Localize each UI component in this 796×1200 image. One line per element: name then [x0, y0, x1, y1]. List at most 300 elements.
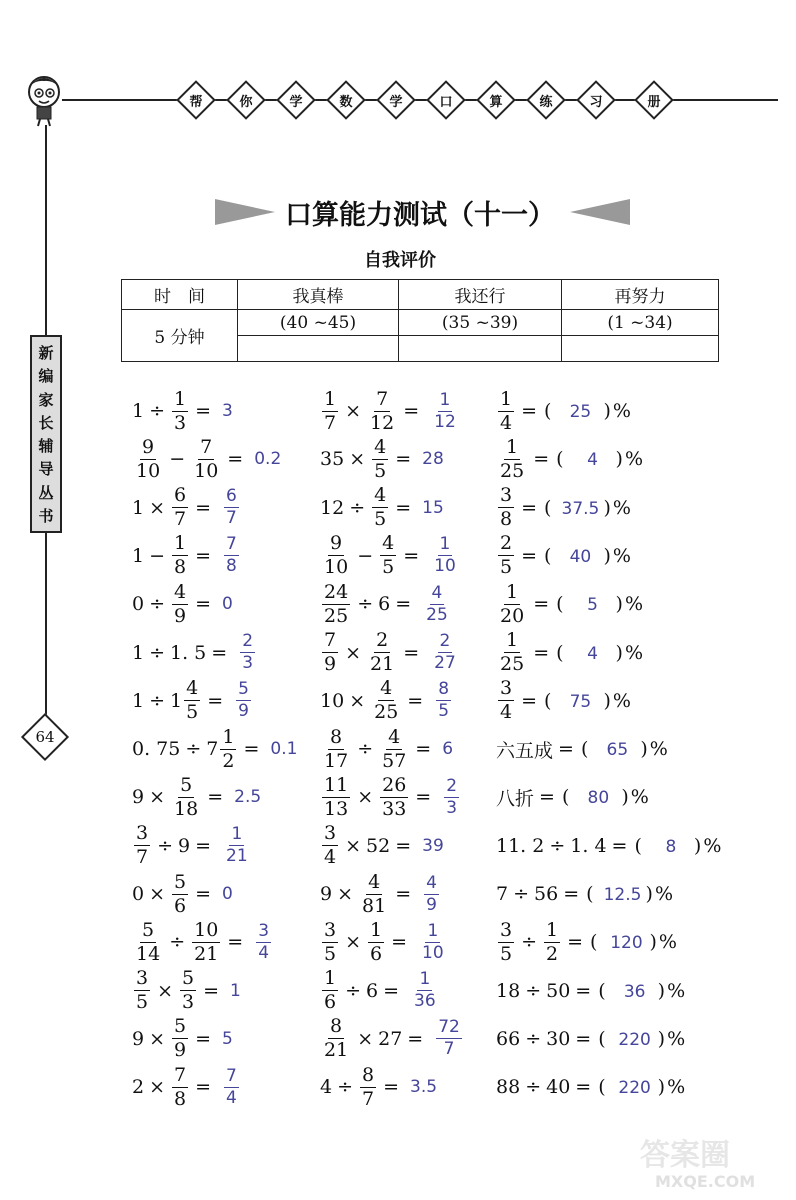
denominator: 9	[238, 701, 249, 722]
denominator: 10	[324, 556, 349, 579]
handwritten-answer: 5	[587, 595, 598, 616]
numerator: 5	[238, 679, 249, 700]
percent-sign: %	[624, 641, 644, 664]
blank-open: (	[634, 834, 642, 857]
operator: =	[391, 931, 408, 954]
series-char: 新	[38, 344, 54, 363]
operand: 1	[132, 689, 145, 712]
operator: ÷	[149, 689, 166, 712]
denominator: 7	[226, 508, 237, 529]
fraction	[498, 534, 514, 577]
handwritten-answer: 25	[569, 402, 592, 422]
handwritten-answer: 28	[422, 449, 444, 470]
exercise-item	[496, 968, 685, 1014]
operator: ×	[345, 931, 362, 954]
operator: ×	[345, 834, 362, 857]
handwritten-answer: 80	[587, 788, 610, 809]
operator: =	[407, 689, 424, 712]
numerator: 1	[506, 580, 519, 603]
answer-blank	[644, 835, 692, 857]
operand: 35	[320, 448, 345, 471]
fraction	[236, 681, 251, 720]
operand: 六五成	[496, 739, 554, 762]
operator: ×	[349, 448, 366, 471]
handwritten-answer: 2.5	[234, 787, 262, 808]
operator: ÷	[513, 883, 530, 905]
exercise-item	[320, 678, 453, 724]
fraction	[172, 580, 188, 627]
numerator: 1	[439, 389, 451, 410]
numerator: 7	[174, 1063, 187, 1086]
fraction	[184, 679, 200, 722]
header-badge-char: 算	[489, 94, 503, 110]
operator: =	[195, 1027, 212, 1050]
operator: ×	[149, 786, 166, 809]
handwritten-answer	[238, 633, 257, 672]
denominator: 4	[500, 701, 513, 724]
header-great: 我真棒	[238, 280, 399, 310]
denominator: 12	[434, 411, 456, 432]
numerator: 8	[438, 679, 450, 700]
numerator: 2	[439, 631, 451, 651]
denominator: 5	[374, 459, 387, 482]
fraction	[498, 387, 514, 434]
page-title: 口算能力测试（十一）	[285, 199, 555, 231]
fraction	[380, 773, 408, 820]
fraction	[498, 631, 526, 674]
header-badge	[376, 80, 416, 120]
numerator: 10	[194, 918, 219, 941]
exercise-item	[496, 533, 631, 579]
numerator: 9	[330, 532, 343, 555]
exercise-item	[320, 823, 444, 869]
time-value: 5 分钟	[122, 310, 238, 362]
operator: ÷	[185, 738, 202, 761]
operator: =	[195, 1076, 212, 1099]
score-try-harder	[562, 336, 719, 362]
numerator: 2	[376, 629, 389, 651]
operator: −	[149, 544, 166, 567]
numerator: 4	[388, 725, 401, 748]
fraction	[172, 387, 188, 434]
operator: ×	[357, 1027, 374, 1050]
operator: =	[521, 400, 538, 422]
fraction	[372, 486, 388, 529]
blank-close: )	[615, 448, 623, 471]
handwritten-answer	[430, 536, 460, 575]
operator: =	[521, 544, 538, 567]
percent-sign: %	[612, 400, 631, 422]
denominator: 12	[370, 411, 395, 434]
operand: 1. 4	[570, 834, 607, 857]
fraction	[134, 918, 162, 965]
operand: 56	[534, 883, 559, 905]
blank-open: (	[544, 400, 552, 422]
numerator: 4	[374, 435, 387, 458]
operator: =	[195, 883, 212, 905]
watermark: 答案圈	[640, 1138, 730, 1173]
operator: −	[169, 448, 186, 471]
operator: =	[243, 738, 260, 761]
denominator: 7	[136, 846, 149, 869]
operand: 9	[132, 786, 145, 809]
denominator: 36	[414, 991, 436, 1012]
fraction	[134, 824, 150, 867]
fraction	[424, 582, 450, 625]
fraction	[420, 920, 446, 963]
blank-close: )	[657, 1027, 666, 1050]
operator: ÷	[357, 593, 374, 616]
handwritten-answer: 12.5	[603, 885, 642, 905]
header-badge-char: 习	[589, 94, 603, 110]
numerator: 1	[324, 387, 337, 410]
exercise-item	[496, 823, 721, 869]
answer-blank	[571, 786, 619, 808]
fraction	[436, 681, 451, 720]
operator: =	[611, 834, 628, 857]
fraction	[224, 1065, 239, 1108]
fraction	[172, 1017, 188, 1060]
exercise-item	[132, 485, 241, 531]
answer-blank	[590, 738, 638, 760]
answer-blank	[608, 1028, 656, 1050]
denominator: 8	[226, 556, 237, 577]
evaluation-table	[121, 279, 719, 362]
denominator: 25	[500, 459, 525, 482]
operator: ÷	[169, 931, 186, 954]
operator: ×	[149, 1027, 166, 1050]
operator: ÷	[525, 979, 542, 1002]
percent-sign: %	[624, 448, 644, 471]
exercise-item	[132, 919, 273, 965]
percent-sign: %	[612, 496, 631, 519]
answer-blank	[553, 497, 601, 519]
denominator: 7	[443, 1039, 455, 1060]
exercise-item	[320, 436, 444, 482]
blank-open: (	[598, 979, 606, 1002]
handwritten-answer: 0.1	[270, 739, 298, 760]
blank-close: )	[657, 1076, 666, 1099]
handwritten-answer	[222, 536, 241, 575]
operator: ÷	[345, 979, 362, 1002]
blank-close: )	[615, 641, 623, 664]
numerator: 4	[374, 484, 387, 507]
operator: =	[395, 593, 412, 616]
handwritten-answer: 4	[587, 643, 598, 664]
percent-sign: %	[612, 689, 631, 712]
handwritten-answer: 39	[422, 835, 444, 856]
numerator: 1	[546, 918, 559, 941]
blank-close: )	[649, 931, 657, 954]
operator: ×	[157, 979, 174, 1002]
fraction	[432, 536, 458, 575]
numerator: 3	[136, 822, 149, 845]
denominator: 21	[324, 1039, 349, 1062]
fraction	[380, 725, 408, 772]
fraction	[322, 580, 350, 627]
operand: 6	[366, 979, 379, 1002]
handwritten-answer	[434, 1019, 464, 1058]
exercise-item	[320, 533, 460, 579]
blank-open: (	[556, 448, 564, 471]
handwritten-answer	[422, 872, 441, 915]
series-char: 丛	[38, 483, 54, 502]
handwritten-answer: 3.5	[410, 1077, 438, 1098]
operator: =	[415, 786, 432, 809]
header-badge	[576, 80, 616, 120]
numerator: 1	[427, 920, 439, 941]
exercise-item	[320, 485, 444, 531]
operator: =	[521, 689, 538, 712]
operator: ÷	[525, 1027, 542, 1050]
denominator: 25	[500, 653, 525, 675]
operand: 10	[320, 689, 345, 712]
denominator: 10	[422, 942, 444, 963]
fraction	[322, 1017, 350, 1060]
operator: =	[558, 738, 574, 761]
fraction	[240, 633, 255, 672]
operand: 1	[170, 689, 183, 712]
operator: ×	[345, 641, 362, 664]
denominator: 8	[500, 508, 513, 531]
numerator: 3	[500, 918, 513, 941]
operator: =	[403, 400, 420, 422]
fraction	[224, 826, 250, 865]
operand: 1. 5	[170, 641, 207, 664]
blank-close: )	[615, 593, 623, 616]
numerator: 4	[426, 872, 437, 893]
blank-open: (	[556, 593, 564, 616]
exercise-item	[496, 630, 643, 676]
fraction	[224, 488, 239, 527]
series-char: 编	[38, 367, 54, 386]
answer-blank	[566, 593, 614, 615]
denominator: 18	[174, 797, 199, 820]
denominator: 5	[500, 556, 513, 579]
numerator: 72	[438, 1017, 460, 1038]
numerator: 2	[242, 631, 254, 651]
operator: =	[395, 883, 412, 905]
operand: 1	[132, 496, 145, 519]
blank-close: )	[693, 834, 702, 857]
fraction	[322, 725, 350, 772]
range-ok: (35 ~39)	[399, 310, 562, 336]
denominator: 2	[546, 942, 559, 965]
numerator: 7	[376, 387, 389, 410]
denominator: 9	[174, 1039, 187, 1062]
numerator: 5	[174, 1015, 187, 1038]
denominator: 2	[222, 749, 235, 772]
percent-sign: %	[649, 738, 668, 761]
operand: 9	[132, 1027, 145, 1050]
fraction	[322, 969, 338, 1012]
operand: 27	[378, 1027, 403, 1050]
fraction	[192, 435, 220, 482]
watermark-url: MXQE.COM	[655, 1172, 756, 1191]
exercise-item	[132, 823, 252, 869]
answer-blank	[608, 980, 656, 1002]
exercise-item	[132, 436, 281, 482]
blank-open: (	[544, 689, 552, 712]
handwritten-answer	[234, 681, 253, 720]
exercise-item	[320, 871, 441, 917]
header-badge-char: 练	[539, 94, 553, 110]
answer-blank	[566, 448, 614, 470]
exercise-item	[496, 871, 673, 917]
operator: ×	[349, 689, 366, 712]
operand: 4	[320, 1076, 333, 1099]
exercise-item	[496, 485, 631, 531]
operand: 12	[320, 496, 345, 519]
operator: =	[207, 786, 224, 809]
fraction	[172, 870, 188, 917]
blank-open: (	[544, 496, 552, 519]
denominator: 9	[324, 653, 337, 675]
fraction	[134, 969, 150, 1012]
numerator: 24	[324, 580, 349, 603]
fraction	[322, 631, 338, 674]
handwritten-answer	[430, 633, 460, 672]
operator: =	[403, 544, 420, 567]
operator: =	[195, 544, 212, 567]
blank-close: )	[603, 544, 611, 567]
fraction	[498, 435, 526, 482]
exercise-item	[320, 968, 440, 1014]
answer-blank	[596, 883, 644, 905]
denominator: 7	[324, 411, 337, 434]
operator: =	[407, 1027, 424, 1050]
header-badge-char: 帮	[189, 94, 203, 110]
exercise-item	[496, 919, 677, 965]
header-badge-char: 口	[439, 94, 453, 110]
operator: ÷	[149, 593, 166, 616]
operand: 0	[132, 593, 145, 616]
operand: 50	[546, 979, 571, 1002]
fraction	[412, 971, 438, 1010]
exercise-item	[320, 726, 453, 772]
exercise-item	[496, 581, 643, 627]
operand: 88	[496, 1076, 521, 1099]
fraction	[444, 775, 459, 818]
numerator: 2	[500, 532, 513, 555]
numerator: 5	[142, 918, 155, 941]
operand: 30	[546, 1027, 571, 1050]
operator: =	[533, 641, 550, 664]
fraction	[172, 534, 188, 577]
blank-open: (	[590, 931, 598, 954]
exercise-item	[320, 1016, 464, 1062]
fraction	[322, 387, 338, 434]
percent-sign: %	[703, 834, 722, 857]
fraction	[322, 824, 338, 867]
denominator: 21	[226, 846, 248, 867]
denominator: 5	[324, 942, 337, 965]
exercise-item	[320, 1064, 437, 1110]
handwritten-answer: 0	[222, 884, 233, 904]
denominator: 4	[324, 846, 337, 869]
denominator: 5	[438, 701, 450, 722]
operator: =	[383, 1076, 400, 1099]
handwritten-answer: 120	[610, 933, 643, 954]
denominator: 9	[426, 894, 437, 915]
answer-blank	[553, 545, 601, 567]
blank-open: (	[586, 883, 594, 905]
exercise-item	[132, 1064, 241, 1110]
denominator: 5	[186, 701, 199, 724]
operator: =	[195, 834, 212, 857]
exercise-item	[496, 726, 668, 772]
numerator: 3	[258, 920, 270, 941]
numerator: 5	[174, 870, 187, 893]
series-char: 辅	[38, 437, 54, 456]
operator: =	[227, 931, 244, 954]
header-badge-char: 学	[289, 94, 303, 110]
blank-close: )	[603, 400, 611, 422]
percent-sign: %	[667, 1076, 686, 1099]
exercise-item	[496, 678, 631, 724]
fraction	[372, 679, 400, 722]
blank-close: )	[603, 496, 611, 519]
denominator: 3	[242, 653, 254, 673]
numerator: 4	[186, 677, 199, 700]
exercise-item	[132, 678, 253, 724]
denominator: 10	[434, 556, 456, 577]
score-great	[238, 336, 399, 362]
exercise-item	[132, 1016, 233, 1062]
operator: =	[575, 1027, 592, 1050]
handwritten-answer	[222, 826, 252, 865]
exercise-item	[320, 581, 452, 627]
header-badge	[276, 80, 316, 120]
operator: =	[403, 641, 420, 664]
answer-blank	[553, 690, 601, 712]
denominator: 13	[324, 797, 349, 820]
handwritten-answer	[430, 389, 460, 432]
numerator: 1	[174, 532, 187, 555]
header-badge	[176, 80, 216, 120]
fraction	[192, 918, 220, 965]
operator: ×	[149, 1076, 166, 1099]
operand: 6	[378, 593, 391, 616]
denominator: 17	[324, 749, 349, 772]
header-badge-char: 册	[647, 94, 661, 110]
fraction	[498, 580, 526, 627]
blank-open: (	[598, 1027, 606, 1050]
numerator: 5	[182, 967, 195, 990]
fraction	[380, 534, 396, 577]
numerator: 7	[324, 629, 337, 651]
exercise-item	[132, 871, 233, 917]
denominator: 6	[174, 894, 187, 917]
operand: 7	[206, 738, 219, 761]
fraction	[322, 773, 350, 820]
handwritten-answer	[222, 488, 241, 527]
operator: ÷	[549, 834, 566, 857]
fraction	[368, 387, 396, 434]
blank-close: )	[657, 979, 666, 1002]
denominator: 25	[324, 604, 349, 627]
operand: 66	[496, 1027, 521, 1050]
blank-open: (	[544, 544, 552, 567]
operator: ×	[149, 883, 166, 905]
operator: ÷	[521, 931, 538, 954]
numerator: 1	[500, 387, 513, 410]
answer-blank	[566, 642, 614, 664]
numerator: 4	[380, 677, 393, 700]
operator: =	[203, 979, 220, 1002]
handwritten-answer: 15	[422, 497, 444, 518]
handwritten-answer: 4	[587, 450, 598, 471]
